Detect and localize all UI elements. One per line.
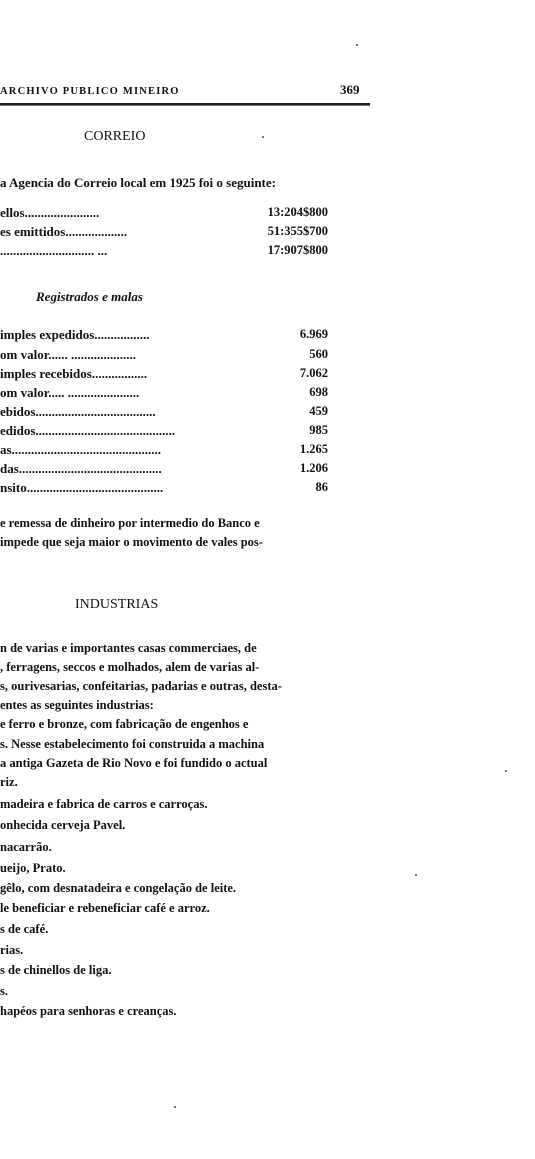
registrados-row-value: 459 xyxy=(309,404,328,418)
industrias-line: riz. xyxy=(0,775,18,789)
scan-speck xyxy=(356,44,358,46)
registrados-row-value: 560 xyxy=(309,347,328,361)
registrados-row-label: as.............................................. xyxy=(0,442,162,457)
registrados-row-value: 1.206 xyxy=(299,461,328,475)
industrias-line: s, ourivesarias, confeitarias, padarias e outras, desta- xyxy=(0,679,282,693)
registrados-row-label: imples expedidos................. xyxy=(0,327,150,342)
industrias-line: e ferro e bronze, com fabricação de engenhos e xyxy=(0,717,249,731)
industrias-line: , ferragens, seccos e molhados, alem de varias al- xyxy=(0,660,260,674)
industrias-line: s. Nesse estabelecimento foi construida a machina xyxy=(0,737,265,751)
correio-row-value: 13:204$800 xyxy=(267,205,328,219)
industrias-line: madeira e fabrica de carros e carroças. xyxy=(0,797,208,811)
industrias-line: onhecida cerveja Pavel. xyxy=(0,818,126,832)
registrados-row-value: 1.265 xyxy=(299,442,328,456)
industrias-line: ueijo, Prato. xyxy=(0,861,66,875)
industrias-line: n de varias e importantes casas commerciaes, de xyxy=(0,641,257,655)
industrias-line: le beneficiar e rebeneficiar café e arroz. xyxy=(0,901,210,915)
scan-speck xyxy=(174,1106,176,1108)
registrados-row-label: om valor..... ...................... xyxy=(0,385,140,400)
industrias-line: hapéos para senhoras e creanças. xyxy=(0,1004,177,1018)
industrias-line: a antiga Gazeta de Rio Novo e foi fundido o actual xyxy=(0,756,268,770)
industrias-line: s. xyxy=(0,984,8,998)
scan-speck xyxy=(505,770,507,772)
scan-speck xyxy=(262,136,264,138)
correio-row-value: 17:907$800 xyxy=(267,243,328,257)
correio-note-line: impede que seja maior o movimento de vales pos- xyxy=(0,535,263,549)
correio-row-value: 51:355$700 xyxy=(267,224,328,238)
correio-row-label: ............................. ... xyxy=(0,243,108,258)
registrados-row-label: das............................................ xyxy=(0,461,162,476)
registrados-row-value: 985 xyxy=(309,423,328,437)
section-subtitle-registrados: Registrados e malas xyxy=(36,289,143,304)
page-number: 369 xyxy=(340,82,360,97)
industrias-line: nacarrão. xyxy=(0,840,52,854)
industrias-line: gêlo, com desnatadeira e congelação de leite. xyxy=(0,881,237,895)
correio-row-label: es emittidos................... xyxy=(0,224,128,239)
scan-speck xyxy=(415,874,417,876)
registrados-row-label: edidos........................................... xyxy=(0,423,176,438)
section-title-industrias: INDUSTRIAS xyxy=(75,597,159,612)
correio-note-line: e remessa de dinheiro por intermedio do Banco e xyxy=(0,516,260,530)
registrados-row-label: ebidos..................................... xyxy=(0,404,156,419)
industrias-line: rias. xyxy=(0,943,24,957)
correio-intro: a Agencia do Correio local em 1925 foi o seguinte: xyxy=(0,175,276,190)
correio-row-label: ellos....................... xyxy=(0,205,100,220)
industrias-line: entes as seguintes industrias: xyxy=(0,698,154,712)
registrados-row-label: om valor...... .................... xyxy=(0,347,137,362)
running-header: ARCHIVO PUBLICO MINEIRO xyxy=(0,86,180,97)
registrados-row-label: nsito.......................................... xyxy=(0,480,164,495)
registrados-row-value: 698 xyxy=(309,385,328,399)
registrados-row-label: imples recebidos................. xyxy=(0,366,148,381)
registrados-row-value: 7.062 xyxy=(299,366,328,380)
section-title-correio: CORREIO xyxy=(84,129,146,144)
header-rule xyxy=(0,103,370,106)
registrados-row-value: 6.969 xyxy=(299,327,328,341)
industrias-line: s de café. xyxy=(0,922,49,936)
registrados-row-value: 86 xyxy=(315,480,328,494)
industrias-line: s de chinellos de liga. xyxy=(0,963,112,977)
